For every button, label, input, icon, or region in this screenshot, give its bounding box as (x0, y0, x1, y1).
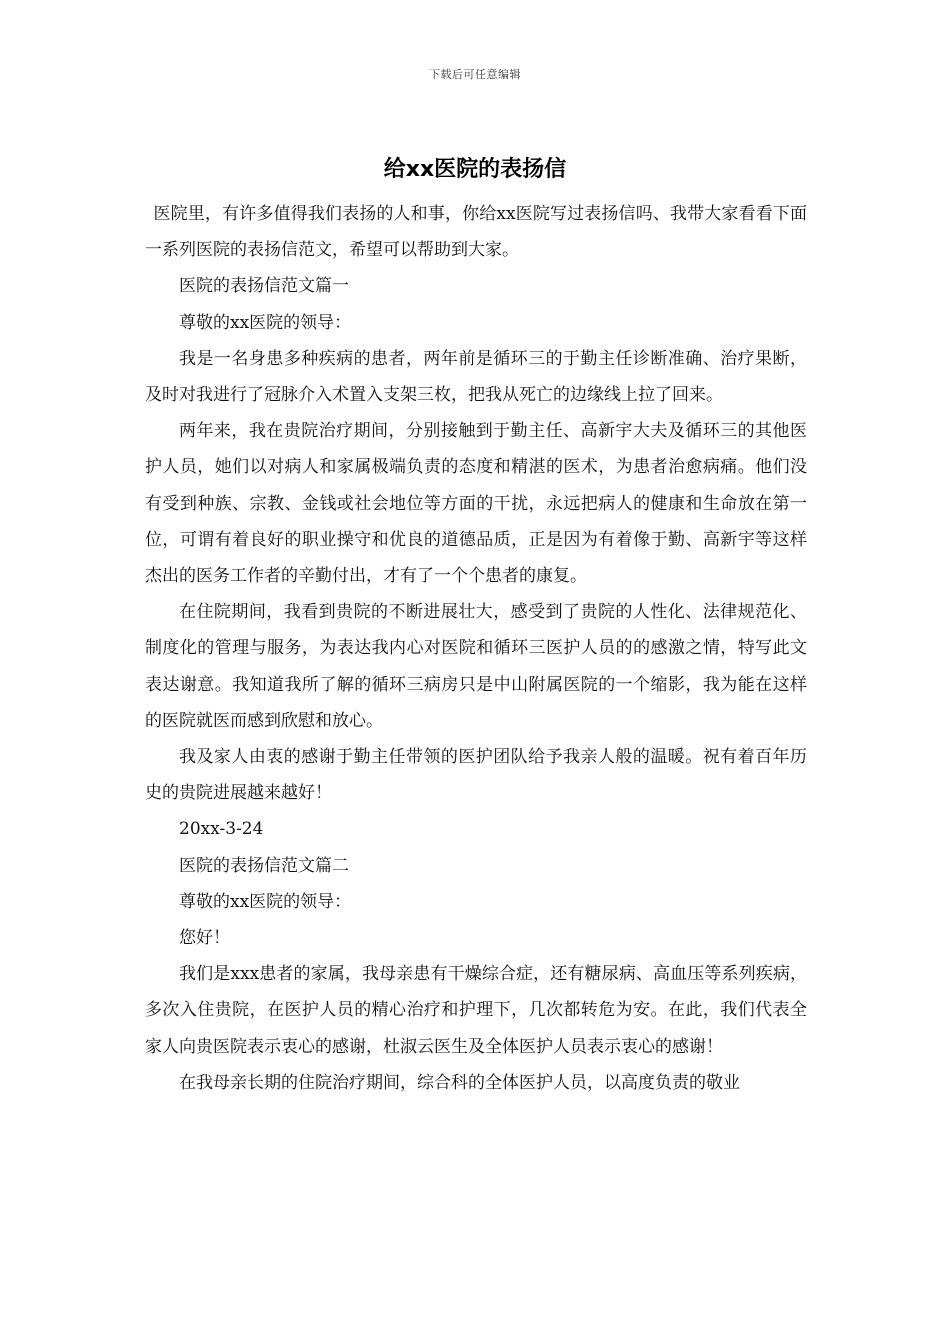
section-heading-2: 医院的表扬信范文篇二 (179, 855, 349, 876)
document-body (145, 196, 807, 1101)
letter2-paragraph-1: 我们是xxx患者的家属，我母亲患有干燥综合症，还有糖尿病、高血压等系列疾病，多次入住贵院，在医护人员的精心治疗和护理下，几次都转危为安。在此，我们代表全家人向贵医院表示衷心的感谢，杜淑云医生及全体医护人员表示衷心的感谢！ (145, 964, 807, 1057)
section-heading-1: 医院的表扬信范文篇一 (179, 276, 349, 297)
letter1-paragraph-1: 我是一名身患多种疾病的患者，两年前是循环三的于勤主任诊断准确、治疗果断，及时对我进行了冠脉介入术置入支架三枚，把我从死亡的边缘线上拉了回来。 (145, 348, 807, 406)
greeting-2: 您好！ (179, 928, 230, 949)
page-header-note: 下载后可任意编辑 (429, 68, 521, 81)
letter1-paragraph-3: 在住院期间，我看到贵院的不断进展壮大，感受到了贵院的人性化、法律规范化、制度化的管理与服务，为表达我内心对医院和循环三医护人员的的感激之情，特写此文表达谢意。我知道我所了解的循环三病房只是中山附属医院的一个缩影，我为能在这样的医院就医而感到欣慰和放心。 (145, 602, 807, 731)
salutation-2: 尊敬的xx医院的领导： (179, 891, 352, 912)
intro-paragraph: 医院里，有许多值得我们表扬的人和事，你给xx医院写过表扬信吗、我带大家看看下面一系列医院的表扬信范文，希望可以帮助到大家。 (145, 204, 807, 261)
salutation-1: 尊敬的xx医院的领导： (179, 312, 352, 333)
letter1-paragraph-2: 两年来，我在贵院治疗期间，分别接触到于勤主任、高新宇大夫及循环三的其他医护人员，她们以对病人和家属极端负责的态度和精湛的医术，为患者治愈病痛。他们没有受到种族、宗教、金钱或社会地位等方面的干扰，永远把病人的健康和生命放在第一位，可谓有着良好的职业操守和优良的道德品质，正是因为有着像于勤、高新宇等这样杰出的医务工作者的辛勤付出，才有了一个个患者的康复。 (145, 421, 807, 587)
letter2-paragraph-2: 在我母亲长期的住院治疗期间，综合科的全体医护人员，以高度负责的敬业 (179, 1072, 740, 1093)
letter1-date: 20xx-3-24 (179, 819, 264, 840)
document-title: 给xx医院的表扬信 (383, 157, 567, 182)
letter1-paragraph-4: 我及家人由衷的感谢于勤主任带领的医护团队给予我亲人般的温暖。祝有着百年历史的贵院进展越来越好！ (145, 747, 807, 804)
